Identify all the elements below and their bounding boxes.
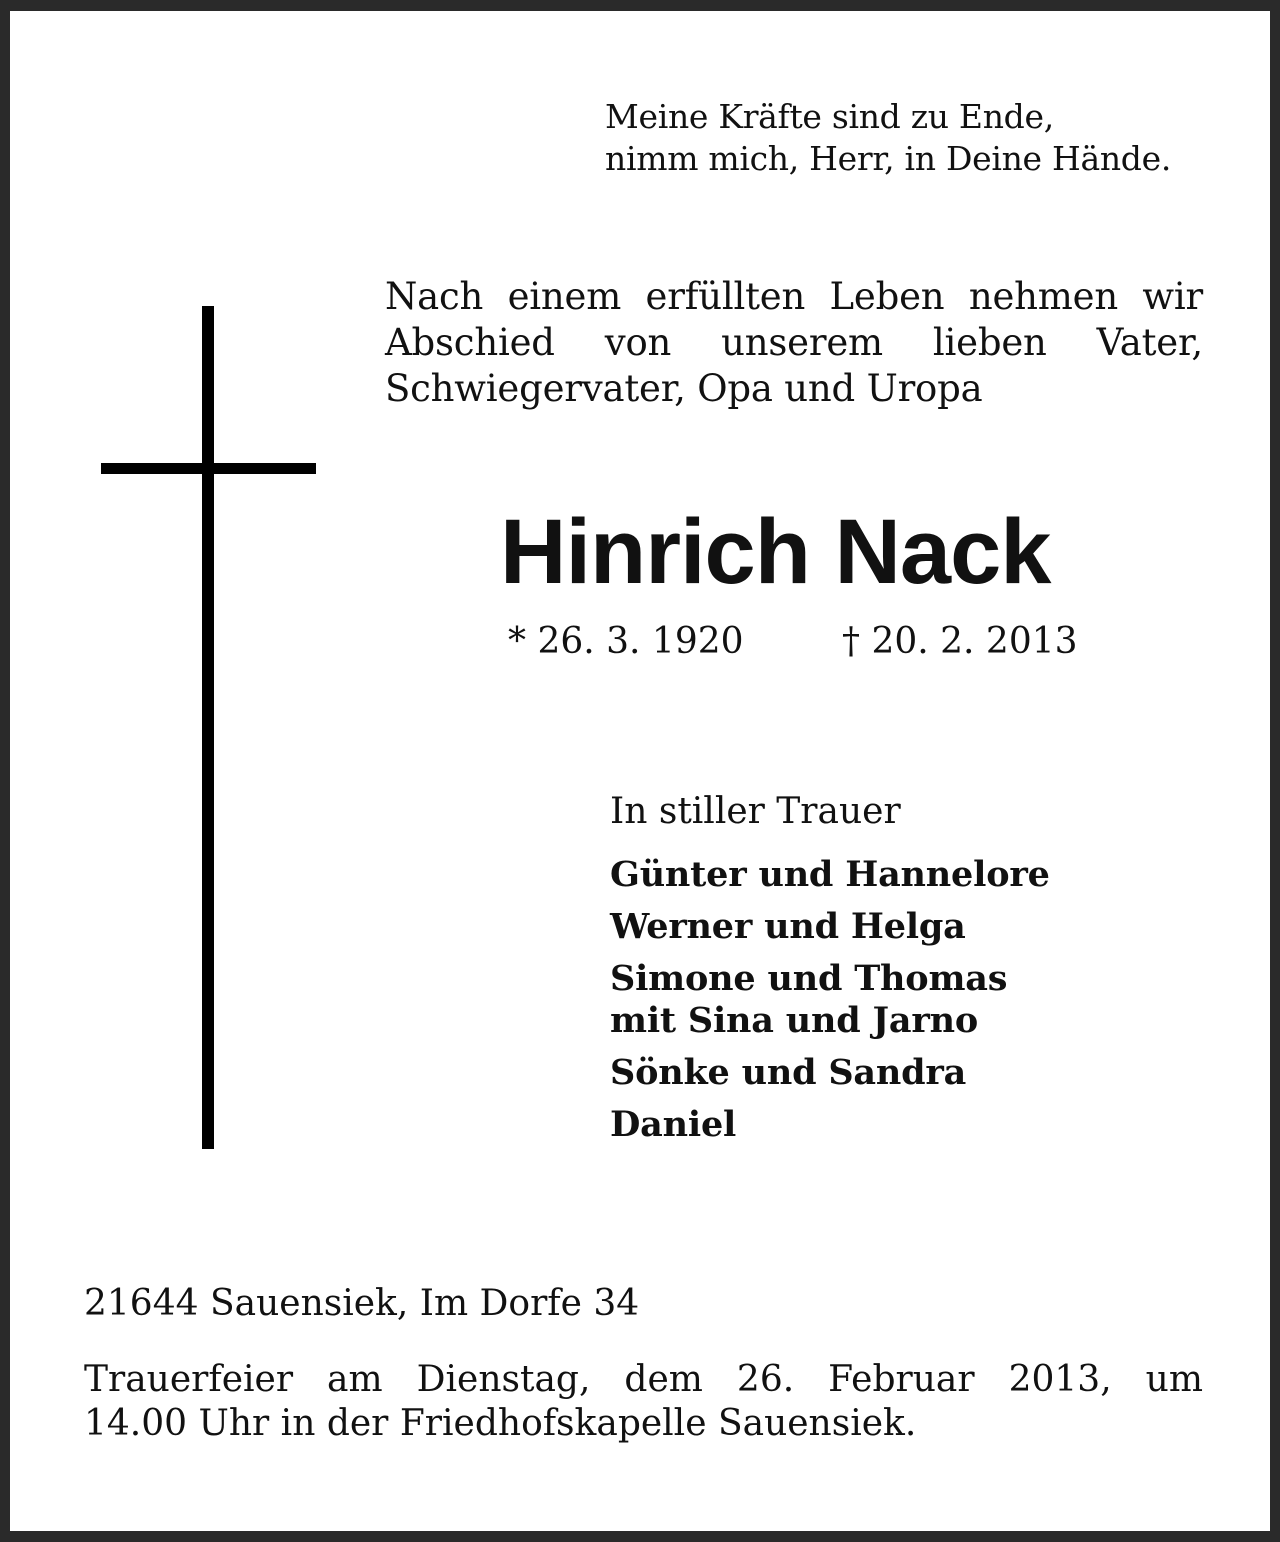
family-address: 21644 Sauensiek, Im Dorfe 34 <box>84 1283 640 1324</box>
cross-icon <box>202 306 214 1149</box>
motto-verse <box>605 96 1225 180</box>
mourner-name: Werner und Helga <box>610 906 966 947</box>
mourner-name: Günter und Hannelore <box>610 854 1050 895</box>
intro-line: Schwiegervater, Opa und Uropa <box>385 367 983 410</box>
mourner-name: Simone und Thomas <box>610 958 1008 999</box>
mourner-name: Daniel <box>610 1104 737 1145</box>
intro-line: Nach einem erfüllten Leben nehmen wir <box>385 275 1203 318</box>
mourners-list <box>610 854 1050 1156</box>
motto-line: Meine Kräfte sind zu Ende, <box>605 97 1054 136</box>
mourning-intro: In stiller Trauer <box>610 791 901 832</box>
mourner-name: mit Sina und Jarno <box>610 1000 978 1041</box>
service-line: Trauerfeier am Dienstag, dem 26. Februar 2013, um <box>84 1359 1203 1400</box>
mourner-name: Sönke und Sandra <box>610 1052 967 1093</box>
cross-icon-bar <box>101 463 316 474</box>
service-line: 14.00 Uhr in der Friedhofskapelle Sauensiek. <box>84 1403 917 1444</box>
funeral-service-notice <box>84 1358 1203 1446</box>
intro-text <box>385 274 1203 412</box>
birth-date: * 26. 3. 1920 <box>508 621 744 662</box>
deceased-name: Hinrich Nack <box>500 501 1051 603</box>
death-date: † 20. 2. 2013 <box>842 621 1078 662</box>
motto-line: nimm mich, Herr, in Deine Hände. <box>605 139 1172 178</box>
intro-line: Abschied von unserem lieben Vater, <box>385 321 1203 364</box>
